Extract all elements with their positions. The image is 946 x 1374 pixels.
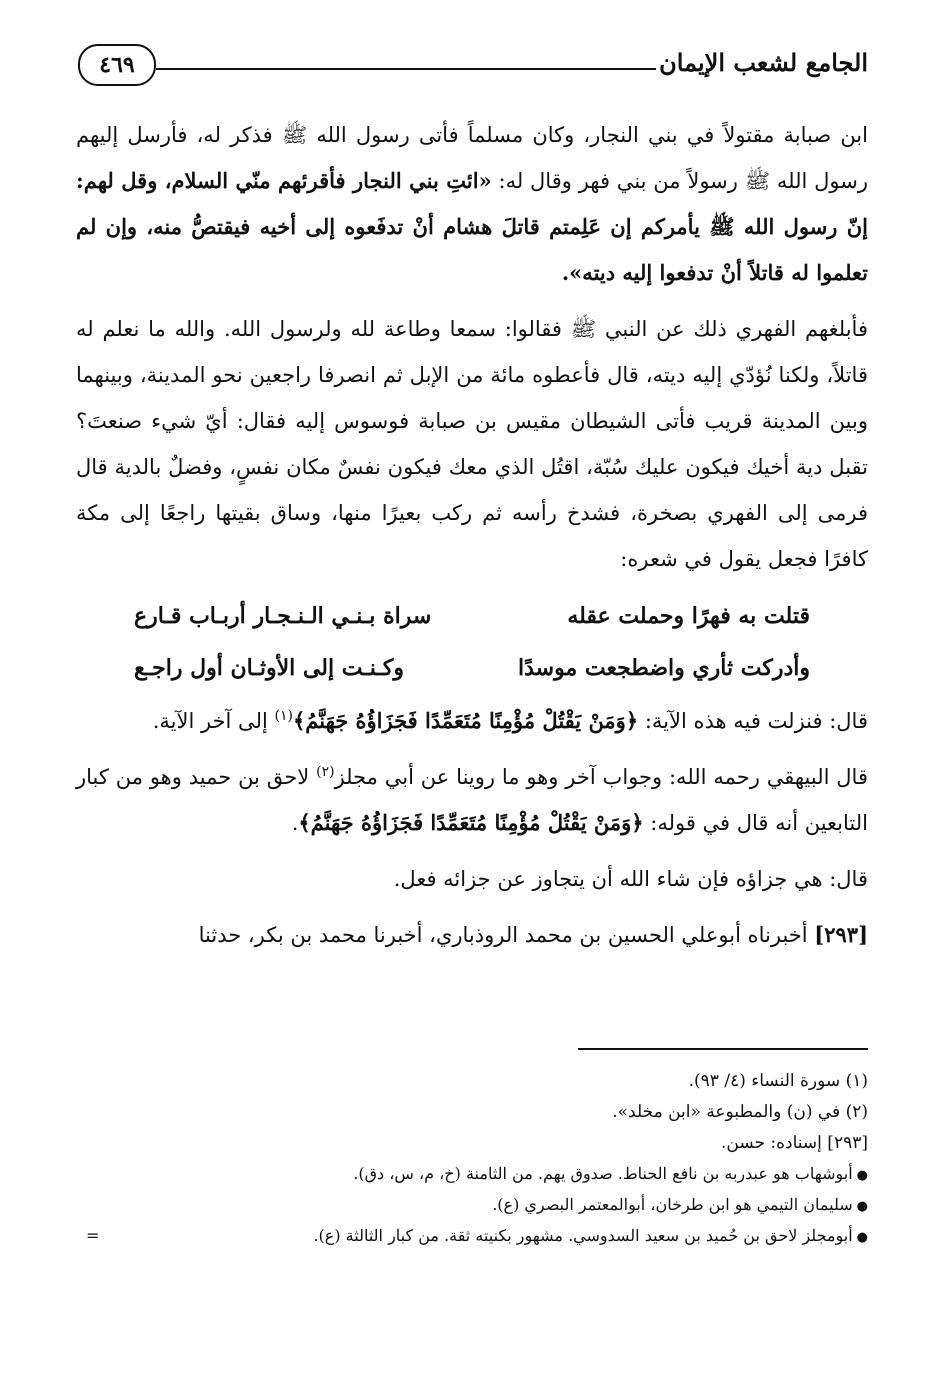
hadith-number: [٢٩٣] [814,922,868,947]
continuation-mark [76,1159,86,1190]
poem [76,590,868,694]
footnote-bullet [76,1159,868,1190]
paragraph-4-middle: لاحق بن حميد وهو من كبار التابعين أنه قال في قوله: [76,765,868,835]
verse-hemistich-left: سراة بـنـي الـنـجـار أربـاب قـارع [134,603,432,629]
poem-verse [134,642,810,694]
main-text [76,112,868,958]
footnote-1: (١) سورة النساء (٤/ ٩٣). [688,1071,868,1091]
paragraph-1 [76,112,868,296]
footnote-ref-2: (٢) [316,764,335,780]
paragraph-4-tail: . [291,811,299,835]
paragraph-4-intro: قال البيهقي رحمه الله: وجواب آخر وهو ما روينا عن أبي مجلز [334,765,868,789]
paragraph-5: قال: هي جزاؤه فإن شاء الله أن يتجاوز عن جزائه فعل. [393,867,868,891]
paragraph-6 [76,912,868,958]
footnote-bullet [76,1190,868,1221]
paragraph-4 [76,754,868,846]
footnote-2: (٢) في (ن) والمطبوعة «ابن مخلد». [612,1102,868,1122]
verse-hemistich-left: وكـنـت إلى الأوثـان أول راجـع [134,655,404,681]
poem-verse [134,590,810,642]
running-header [78,44,868,94]
header-rule [156,68,656,70]
bullet-icon: ● [856,1230,868,1245]
bullet-text: أبوشهاب هو عبدربه بن نافع الحناط. صدوق يهم. من الثامنة (خ، م، س، دق). [353,1164,853,1183]
footnote-ref-1: (١) [274,708,293,724]
header-title: الجامع لشعب الإيمان [659,48,868,77]
footnote-separator [578,1048,868,1050]
hadith-quote: «ائتِ بني النجار فأقرئهم منّي السلام، وقل لهم: إنّ رسول الله ﷺ يأمركم إن عَلِمتم قاتلَ هشام أنْ تدفَعوه إلى أخيه فيقتصُّ منه، وإن لم تعلموا له قاتلاً أنْ تدفعوا إليه ديته». [76,168,868,285]
paragraph-1-text: ابن صبابة مقتولاً في بني النجار، وكان مسلماً فأتى رسول الله ﷺ فذكر له، فأرسل إليهم رسول الله ﷺ رسولاً من بني فهر وقال له: [76,123,868,193]
paragraph-6-text: أخبرناه أبوعلي الحسين بن محمد الروذباري، أخبرنا محمد بن بكر، حدثنا [198,923,815,947]
footnote-3: [٢٩٣] إسناده: حسن. [721,1133,868,1153]
footnotes [76,1066,868,1252]
paragraph-2: فأبلغهم الفهري ذلك عن النبي ﷺ فقالوا: سمعا وطاعة لله ولرسول الله. والله ما نعلم له قاتلاً، ولكنا نُؤدّي إليه ديته، قال فأعطوه مائة من الإبل ثم انصرفا راجعين نحو المدينة، وبينهما وبين المدينة قريب فأتى الشيطان مقيس بن صبابة فوسوس إليه فقال: أيّ شيء صنعتَ؟ تقبل دية أخيك فيكون عليك سُبّة، اقتُل الذي معك فيكون نفسٌ مكان نفسٍ، وفضلٌ بالدية قال فرمى إلى الفهري بصخرة، فشدخ رأسه ثم ركب بعيرًا منها، وساق بقيتها راجعًا إلى مكة كافرًا فجعل يقول في شعره: [76,317,868,571]
bullet-text: سليمان التيمي هو ابن طرخان، أبوالمعتمر البصري (ع). [492,1195,853,1214]
paragraph-3-intro: قال: فنزلت فيه هذه الآية: [638,709,868,733]
paragraph-3-tail: إلى آخر الآية. [152,709,275,733]
bullet-text: أبومجلز لاحق بن حُميد بن سعيد السدوسي. مشهور بكنيته ثقة. من كبار الثالثة (ع). [313,1226,853,1245]
footnote-bullet [76,1221,868,1252]
continuation-mark: = [86,1226,100,1245]
quran-verse: ﴿وَمَنْ يَقْتُلْ مُؤْمِنًا مُتَعَمِّدًا فَجَزَاؤُهُ جَهَنَّمُ﴾ [292,708,639,733]
verse-hemistich-right: قتلت به فهرًا وحملت عقله [567,603,810,629]
page-number: ٤٦٩ [78,44,156,86]
bullet-icon: ● [856,1199,868,1214]
quran-verse: ﴿وَمَنْ يَقْتُلْ مُؤْمِنًا مُتَعَمِّدًا فَجَزَاؤُهُ جَهَنَّمُ﴾ [298,810,644,835]
paragraph-3 [76,698,868,744]
continuation-mark [76,1190,86,1221]
bullet-icon: ● [856,1168,868,1183]
verse-hemistich-right: وأدركت ثأري واضطجعت موسدًا [517,655,810,681]
